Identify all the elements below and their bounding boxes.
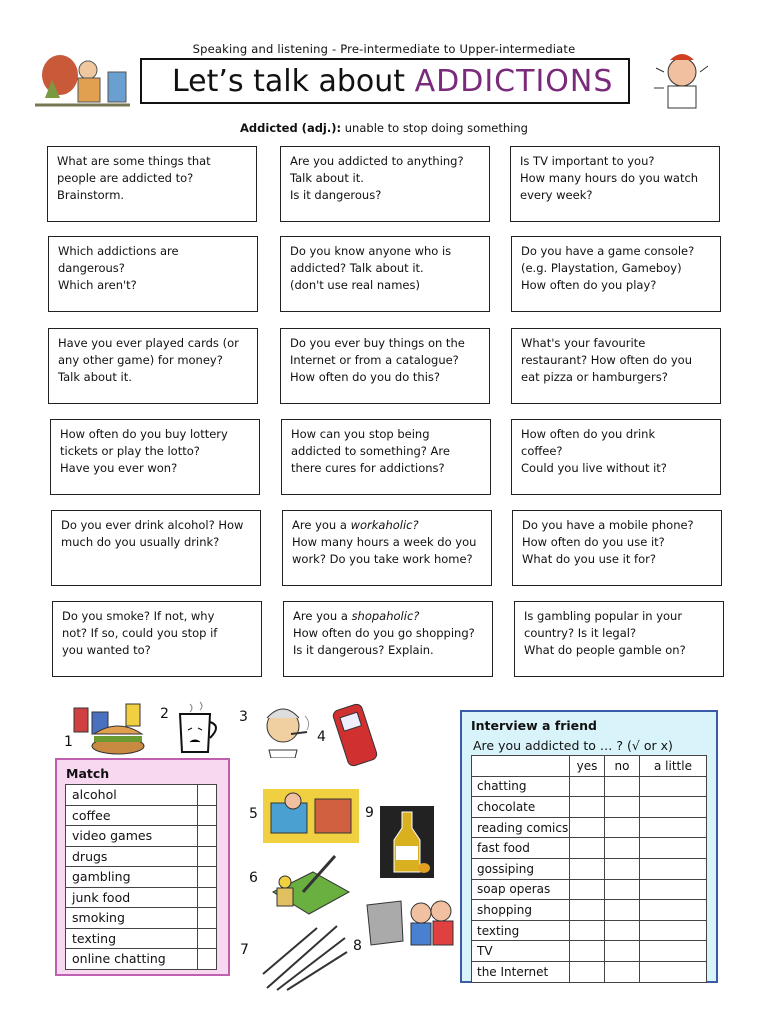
question-card <box>280 146 490 222</box>
answer-cell[interactable] <box>570 858 605 879</box>
answer-cell[interactable] <box>570 920 605 941</box>
card-line: How can you stop being <box>291 427 430 441</box>
table-row <box>472 858 707 879</box>
card-line: What's your favourite <box>521 336 646 350</box>
answer-cell[interactable] <box>605 920 640 941</box>
table-row <box>66 908 217 929</box>
table-row <box>66 928 217 949</box>
interview-item: fast food <box>472 838 570 859</box>
answer-cell[interactable] <box>640 817 707 838</box>
match-item: coffee <box>66 805 198 826</box>
table-row <box>472 961 707 982</box>
card-line: How often do you do this? <box>290 370 441 384</box>
answer-cell[interactable] <box>570 879 605 900</box>
card-line: country? Is it legal? <box>524 626 637 640</box>
cigarettes-icon <box>257 918 351 992</box>
card-line: not? If so, could you stop if <box>62 626 218 640</box>
table-row <box>66 867 217 888</box>
card-line: How often do you play? <box>521 278 657 292</box>
coffee-mug-icon <box>170 700 225 758</box>
answer-cell[interactable] <box>570 961 605 982</box>
interview-subtitle: Are you addicted to … ? (√ or x) <box>473 738 673 753</box>
card-prefix: Are you a <box>292 518 351 532</box>
card-line: every week? <box>520 188 593 202</box>
picture-number: 9 <box>365 805 374 821</box>
interview-item: TV <box>472 941 570 962</box>
table-row <box>472 941 707 962</box>
card-line: Is it dangerous? <box>290 188 382 202</box>
match-table <box>65 784 217 970</box>
card-line: (e.g. Playstation, Gameboy) <box>521 261 682 275</box>
question-card <box>48 236 258 312</box>
card-keyword: shopaholic? <box>351 609 420 623</box>
question-card <box>280 328 490 404</box>
card-line: (don't use real names) <box>290 278 420 292</box>
match-item: drugs <box>66 846 198 867</box>
interview-item: shopping <box>472 900 570 921</box>
question-card <box>47 146 257 222</box>
page-title <box>172 64 613 100</box>
card-line: Are you addicted to anything? <box>290 154 464 168</box>
card-keyword: workaholic? <box>350 518 419 532</box>
answer-box[interactable] <box>198 826 217 847</box>
card-line: Is TV important to you? <box>520 154 655 168</box>
answer-cell[interactable] <box>605 838 640 859</box>
answer-cell[interactable] <box>570 838 605 859</box>
interview-title: Interview a friend <box>471 718 597 733</box>
match-item: smoking <box>66 908 198 929</box>
card-line: Is gambling popular in your <box>524 609 683 623</box>
interview-item: soap operas <box>472 879 570 900</box>
answer-cell[interactable] <box>640 838 707 859</box>
mobile-phone-icon <box>332 700 380 770</box>
card-line: Do you ever drink alcohol? How <box>61 518 244 532</box>
picture-number: 3 <box>239 709 248 725</box>
card-line: Have you ever played cards (or <box>58 336 239 350</box>
card-line: tickets or play the lotto? <box>60 444 200 458</box>
interview-panel <box>460 710 718 983</box>
question-card <box>510 146 720 222</box>
picture-number: 7 <box>240 942 249 958</box>
interview-item: chocolate <box>472 797 570 818</box>
answer-box[interactable] <box>198 887 217 908</box>
question-card <box>512 510 722 586</box>
card-line: How often do you drink <box>521 427 656 441</box>
card-prefix: Are you a <box>293 609 352 623</box>
match-item: junk food <box>66 887 198 908</box>
card-line: you wanted to? <box>62 643 151 657</box>
answer-box[interactable] <box>198 908 217 929</box>
answer-cell[interactable] <box>570 797 605 818</box>
table-row <box>472 879 707 900</box>
answer-cell[interactable] <box>570 900 605 921</box>
definition-term: Addicted (adj.): <box>240 121 342 135</box>
answer-cell[interactable] <box>640 776 707 797</box>
answer-cell[interactable] <box>605 879 640 900</box>
column-header: yes <box>570 756 605 777</box>
answer-cell[interactable] <box>570 941 605 962</box>
answer-cell[interactable] <box>640 941 707 962</box>
table-row <box>472 817 707 838</box>
table-header-row <box>472 756 707 777</box>
table-row <box>472 900 707 921</box>
table-row <box>472 838 707 859</box>
card-line: much do you usually drink? <box>61 535 220 549</box>
kids-computer-icon <box>363 893 457 953</box>
question-card <box>283 601 493 677</box>
answer-cell[interactable] <box>605 776 640 797</box>
answer-cell[interactable] <box>640 879 707 900</box>
definition-text: unable to stop doing something <box>341 121 528 135</box>
card-line: Do you have a game console? <box>521 244 695 258</box>
definition <box>0 121 768 135</box>
match-item: video games <box>66 826 198 847</box>
answer-cell[interactable] <box>570 817 605 838</box>
column-header: a little <box>640 756 707 777</box>
header-blank-cell <box>472 756 570 777</box>
card-line: Talk about it. <box>58 370 132 384</box>
interview-table <box>471 755 707 983</box>
answer-cell[interactable] <box>605 858 640 879</box>
answer-cell[interactable] <box>605 817 640 838</box>
fast-food-icon <box>70 698 156 760</box>
interview-item: reading comics <box>472 817 570 838</box>
table-row <box>472 776 707 797</box>
card-line: Is it dangerous? Explain. <box>293 643 434 657</box>
card-line: Talk about it. <box>290 171 364 185</box>
card-line: How many hours do you watch <box>520 171 699 185</box>
card-line: How often do you go shopping? <box>293 626 475 640</box>
card-line: work? Do you take work home? <box>292 552 473 566</box>
card-line: Do you ever buy things on the <box>290 336 465 350</box>
picture-number: 2 <box>160 706 169 722</box>
video-game-icon <box>263 789 359 843</box>
title-main: Let’s talk about <box>172 64 415 99</box>
answer-cell[interactable] <box>605 961 640 982</box>
match-title: Match <box>66 766 110 781</box>
card-line: How many hours a week do you <box>292 535 477 549</box>
bottle-icon <box>380 806 434 878</box>
card-line: Have you ever won? <box>60 461 178 475</box>
card-line: What do you use it for? <box>522 552 656 566</box>
match-item: alcohol <box>66 785 198 806</box>
card-line: dangerous? <box>58 261 125 275</box>
card-line <box>293 608 483 625</box>
answer-box[interactable] <box>198 805 217 826</box>
answer-box[interactable] <box>198 846 217 867</box>
table-row <box>66 785 217 806</box>
picture-number: 1 <box>64 734 73 750</box>
question-card <box>280 236 490 312</box>
answer-cell[interactable] <box>640 961 707 982</box>
card-line: there cures for addictions? <box>291 461 445 475</box>
interview-item: chatting <box>472 776 570 797</box>
card-line: How often do you buy lottery <box>60 427 228 441</box>
answer-box[interactable] <box>198 928 217 949</box>
interview-item: texting <box>472 920 570 941</box>
match-item: gambling <box>66 867 198 888</box>
question-card <box>511 419 721 495</box>
card-line: Could you live without it? <box>521 461 667 475</box>
smoking-man-icon <box>255 700 313 758</box>
match-item: online chatting <box>66 949 198 970</box>
answer-cell[interactable] <box>640 920 707 941</box>
cartoon-man-clipart <box>648 48 718 116</box>
question-card <box>511 236 721 312</box>
card-line: Which aren't? <box>58 278 137 292</box>
card-line: restaurant? How often do you <box>521 353 692 367</box>
interview-item: the Internet <box>472 961 570 982</box>
interview-item: gossiping <box>472 858 570 879</box>
match-panel <box>55 758 230 976</box>
card-line: people are addicted to? <box>57 171 194 185</box>
card-line: What do people gamble on? <box>524 643 686 657</box>
match-item: texting <box>66 928 198 949</box>
card-line: How often do you use it? <box>522 535 665 549</box>
worksheet-subtitle: Speaking and listening - Pre-intermediate to Upper-intermediate <box>192 42 576 56</box>
card-line <box>292 517 482 534</box>
card-line: Internet or from a catalogue? <box>290 353 459 367</box>
card-line: eat pizza or hamburgers? <box>521 370 668 384</box>
picture-number: 5 <box>249 806 258 822</box>
title-box <box>140 58 630 104</box>
answer-box[interactable] <box>198 949 217 970</box>
table-row <box>66 826 217 847</box>
table-row <box>472 797 707 818</box>
lottery-gambling-icon <box>263 852 353 922</box>
answer-cell[interactable] <box>640 900 707 921</box>
table-row <box>66 846 217 867</box>
answer-cell[interactable] <box>570 776 605 797</box>
table-row <box>66 805 217 826</box>
cartoon-people-clipart <box>30 50 138 110</box>
question-card <box>50 419 260 495</box>
picture-number: 8 <box>353 938 362 954</box>
card-line: Do you smoke? If not, why <box>62 609 215 623</box>
answer-cell[interactable] <box>640 797 707 818</box>
title-accent: ADDICTIONS <box>414 64 614 99</box>
answer-box[interactable] <box>198 785 217 806</box>
answer-cell[interactable] <box>605 900 640 921</box>
question-card <box>281 419 491 495</box>
picture-number: 4 <box>317 729 326 745</box>
answer-cell[interactable] <box>605 797 640 818</box>
question-card <box>511 328 721 404</box>
card-line: What are some things that <box>57 154 211 168</box>
question-card <box>282 510 492 586</box>
answer-box[interactable] <box>198 867 217 888</box>
card-line: addicted to something? Are <box>291 444 450 458</box>
card-line: addicted? Talk about it. <box>290 261 424 275</box>
column-header: no <box>605 756 640 777</box>
card-line: coffee? <box>521 444 563 458</box>
card-line: Which addictions are <box>58 244 179 258</box>
answer-cell[interactable] <box>640 858 707 879</box>
card-line: any other game) for money? <box>58 353 223 367</box>
card-line: Brainstorm. <box>57 188 125 202</box>
card-line: Do you know anyone who is <box>290 244 452 258</box>
question-card <box>51 510 261 586</box>
question-card <box>514 601 724 677</box>
table-row <box>472 920 707 941</box>
table-row <box>66 887 217 908</box>
answer-cell[interactable] <box>605 941 640 962</box>
question-card <box>48 328 258 404</box>
card-line: Do you have a mobile phone? <box>522 518 694 532</box>
table-row <box>66 949 217 970</box>
picture-number: 6 <box>249 870 258 886</box>
question-card <box>52 601 262 677</box>
